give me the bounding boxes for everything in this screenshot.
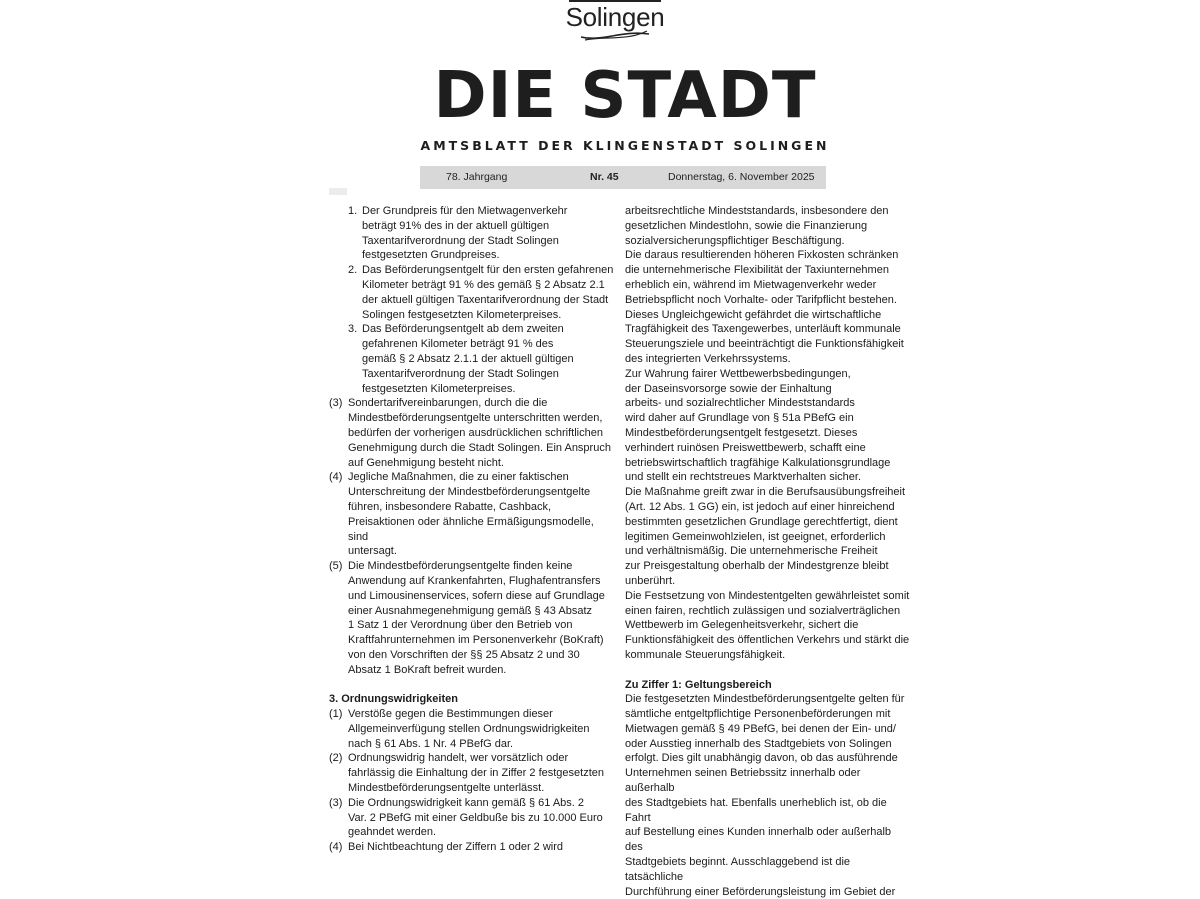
spacer — [625, 663, 910, 678]
paragraph-item — [329, 796, 614, 840]
text-line: nach § 61 Abs. 1 Nr. 4 PBefG dar. — [348, 737, 514, 750]
text-line: Die Maßnahme greift zwar in die Berufsausübungsfreiheit — [625, 486, 906, 499]
paragraph-item — [329, 470, 614, 559]
text-line: sozialversicherungspflichtiger Beschäftigung. — [625, 234, 845, 247]
text-line: legitimen Gemeinwohlzielen, ist geeignet, erforderlich — [625, 530, 886, 543]
text-line: 1 Satz 1 der Verordnung über den Betrieb von — [348, 619, 573, 632]
text-line: gefahrenen Kilometer beträgt 91 % des — [362, 338, 554, 351]
text-line: wird daher auf Grundlage von § 51a PBefG ein — [625, 412, 854, 425]
text-line: verhindert ruinösen Preiswettbewerb, schafft eine — [625, 441, 866, 454]
paragraph-item — [329, 707, 614, 751]
left-column — [329, 204, 614, 855]
text-line: Betriebspflicht noch Vorhalte- oder Tarifpflicht bestehen. — [625, 293, 897, 306]
text-line: Das Beförderungsentgelt ab dem zweiten — [362, 323, 564, 336]
text-line: Die Festsetzung von Mindestentgelten gewährleistet somit — [625, 589, 910, 602]
text-line: erfolgt. Dies gilt unabhängig davon, ob das ausführende — [625, 752, 898, 765]
text-line: erheblich ein, während im Mietwagenverkehr weder — [625, 278, 877, 291]
text-line: untersagt. — [348, 545, 397, 558]
text-line: und verhältnismäßig. Die unternehmerische Freiheit — [625, 545, 878, 558]
paragraph-item — [329, 559, 614, 677]
text-line: Der Grundpreis für den Mietwagenverkehr — [362, 205, 568, 217]
text-line: Sondertarifvereinbarungen, durch die die — [348, 397, 548, 410]
paragraph-number: (3) — [329, 796, 343, 809]
logo-swoosh-icon — [579, 28, 651, 42]
text-line: Dieses Ungleichgewicht gefährdet die wirtschaftliche — [625, 308, 882, 321]
text-line: Zur Wahrung fairer Wettbewerbsbedingungen, — [625, 367, 851, 380]
numbered-item — [329, 263, 614, 322]
text-line: Die Ordnungswidrigkeit kann gemäß § 61 Abs. 2 — [348, 796, 585, 809]
issue-year: 78. Jahrgang — [446, 171, 508, 183]
text-line: Wettbewerb im Gelegenheitsverkehr, sichert die — [625, 619, 859, 632]
text-line: unberührt. — [625, 574, 676, 587]
paragraph-number: (3) — [329, 397, 343, 410]
text-line: festgesetzten Kilometerpreises. — [362, 382, 516, 395]
text-line: auf Genehmigung besteht nicht. — [348, 456, 504, 469]
text-line: Kraftfahrunternehmen im Personenverkehr (BoKraft) — [348, 634, 604, 647]
text-line: (Art. 12 Abs. 1 GG) ein, ist jedoch auf einer hinreichend — [625, 500, 895, 513]
text-line: Preisaktionen oder ähnliche Ermäßigungsmodelle, sind — [348, 515, 594, 543]
text-line: betriebswirtschaftlich tragfähige Kalkulationsgrundlage — [625, 456, 891, 469]
section-heading: 3. Ordnungswidrigkeiten — [329, 693, 458, 706]
text-line: Kilometer beträgt 91 % des gemäß § 2 Absatz 2.1 — [362, 278, 605, 291]
text-line: Unternehmen seinen Betriebssitz innerhalb oder außerhalb — [625, 767, 861, 795]
masthead-title: DIE STADT — [433, 59, 817, 133]
text-line: sämtliche entgeltpflichtige Personenbeförderungen mit — [625, 708, 891, 721]
text-line: geahndet werden. — [348, 826, 437, 839]
text-line: beträgt 91% des in der aktuell gültigen — [362, 219, 550, 232]
spacer — [329, 678, 614, 693]
text-line: Tragfähigkeit des Taxengewerbes, unterläuft kommunale — [625, 323, 901, 336]
text-line: Anwendung auf Krankenfahrten, Flughafentransfers — [348, 574, 601, 587]
text-line: gesetzlichen Mindestlohn, sowie die Finanzierung — [625, 219, 868, 232]
paragraph-item — [329, 840, 614, 855]
text-line: Var. 2 PBefG mit einer Geldbuße bis zu 10.000 Euro — [348, 811, 603, 824]
paragraph-number: (4) — [329, 471, 343, 484]
text-line: von den Vorschriften der §§ 25 Absatz 2 und 30 — [348, 648, 580, 661]
text-line: arbeits- und sozialrechtlicher Mindeststandards — [625, 397, 855, 410]
text-line: die unternehmerische Flexibilität der Taxiunternehmen — [625, 264, 889, 277]
paragraph-item — [329, 396, 614, 470]
text-line: bestimmten gesetzlichen Grundlage gerechtfertigt, dient — [625, 515, 898, 528]
text-line: gemäß § 2 Absatz 2.1.1 der aktuell gültigen — [362, 352, 574, 365]
text-line: zur Preisgestaltung oberhalb der Mindestgrenze bleibt — [625, 560, 889, 573]
text-line: des Stadtgebiets hat. Ebenfalls unerheblich ist, ob die Fahrt — [625, 796, 887, 824]
text-line: Das Beförderungsentgelt für den ersten gefahrenen — [362, 264, 614, 277]
text-line: Funktionsfähigkeit des öffentlichen Verkehrs und stärkt die — [625, 634, 910, 647]
item-number: 2. — [348, 264, 358, 277]
paragraph-number: (2) — [329, 752, 343, 765]
numbered-item — [329, 322, 614, 396]
text-line: Mindestbeförderungsentgelte unterschritten werden, — [348, 412, 603, 425]
text-line: führen, insbesondere Rabatte, Cashback, — [348, 500, 552, 513]
text-line: und stellt ein rechtstreues Marktverhalten sicher. — [625, 471, 862, 484]
numbered-item — [329, 204, 614, 263]
text-line: Durchführung einer Beförderungsleistung im Gebiet der — [625, 885, 896, 898]
text-line: Genehmigung durch die Stadt Solingen. Ein Anspruch — [348, 441, 611, 454]
paragraph-number: (4) — [329, 841, 343, 854]
text-line: Solingen festgesetzten Kilometerpreises. — [362, 308, 562, 321]
paragraph-item — [329, 751, 614, 795]
text-line: des integrierten Verkehrssystems. — [625, 352, 791, 365]
section-heading: Zu Ziffer 1: Geltungsbereich — [625, 678, 772, 691]
text-line: Die festgesetzten Mindestbeförderungsentgelte gelten für — [625, 693, 905, 706]
text-line: Unterschreitung der Mindestbeförderungsentgelte — [348, 486, 591, 499]
text-line: einer Ausnahmegenehmigung gemäß § 43 Absatz — [348, 604, 592, 617]
item-number: 1. — [348, 205, 358, 217]
text-line: einen fairen, rechtlich zulässigen und sozialverträglichen — [625, 604, 901, 617]
item-number: 3. — [348, 323, 358, 336]
text-line: Mindestbeförderungsentgelte unterlässt. — [348, 782, 545, 795]
text-line: Stadtgebiets beginnt. Ausschlaggebend ist die tatsächliche — [625, 856, 851, 883]
paragraph-number: (5) — [329, 560, 343, 573]
text-line: Bei Nichtbeachtung der Ziffern 1 oder 2 wird — [348, 841, 564, 854]
text-line: der Daseinsvorsorge sowie der Einhaltung — [625, 382, 832, 395]
gray-stub-mark — [329, 188, 347, 195]
text-line: fahrlässig die Einhaltung der in Ziffer 2 festgesetzten — [348, 767, 605, 780]
paragraph-number: (1) — [329, 708, 343, 721]
text-line: Ordnungswidrig handelt, wer vorsätzlich oder — [348, 752, 569, 765]
text-line: kommunale Steuerungsfähigkeit. — [625, 648, 786, 661]
issue-number: Nr. 45 — [590, 171, 619, 183]
text-line: Die Mindestbeförderungsentgelte finden keine — [348, 560, 573, 573]
text-line: bedürfen der vorherigen ausdrücklichen schriftlichen — [348, 426, 603, 439]
text-line: Allgemeinverfügung stellen Ordnungswidrigkeiten — [348, 722, 590, 735]
text-line: Die daraus resultierenden höheren Fixkosten schränken — [625, 249, 899, 262]
text-line: arbeitsrechtliche Mindeststandards, insbesondere den — [625, 205, 889, 217]
text-line: Verstöße gegen die Bestimmungen dieser — [348, 708, 553, 721]
issue-info-bar — [420, 166, 826, 189]
text-line: und Limousinenservices, sofern diese auf Grundlage — [348, 589, 605, 602]
text-line: Taxentarifverordnung der Stadt Solingen — [362, 234, 559, 247]
right-column — [625, 204, 910, 899]
text-line: Mindestbeförderungsentgelt festgesetzt. Dieses — [625, 426, 858, 439]
text-line: Mietwagen gemäß § 49 PBefG, bei denen der Ein- und/ — [625, 722, 896, 735]
text-line: festgesetzten Grundpreises. — [362, 249, 500, 262]
masthead-subtitle: AMTSBLATT DER KLINGENSTADT SOLINGEN — [420, 138, 830, 153]
text-line: Absatz 1 BoKraft befreit wurden. — [348, 663, 507, 676]
text-line: Taxentarifverordnung der Stadt Solingen — [362, 367, 559, 380]
text-line: auf Bestellung eines Kunden innerhalb oder außerhalb des — [625, 826, 892, 854]
text-line: der aktuell gültigen Taxentarifverordnung der Stadt — [362, 293, 609, 306]
text-line: oder Ausstieg innerhalb des Stadtgebiets von Solingen — [625, 737, 892, 750]
city-logo — [555, 0, 675, 42]
issue-date: Donnerstag, 6. November 2025 — [668, 171, 815, 183]
logo-wordmark: Solingen — [565, 2, 665, 32]
text-line: Jegliche Maßnahmen, die zu einer faktischen — [348, 471, 569, 484]
text-line: Steuerungsziele und beeinträchtigt die Funktionsfähigkeit — [625, 338, 904, 351]
